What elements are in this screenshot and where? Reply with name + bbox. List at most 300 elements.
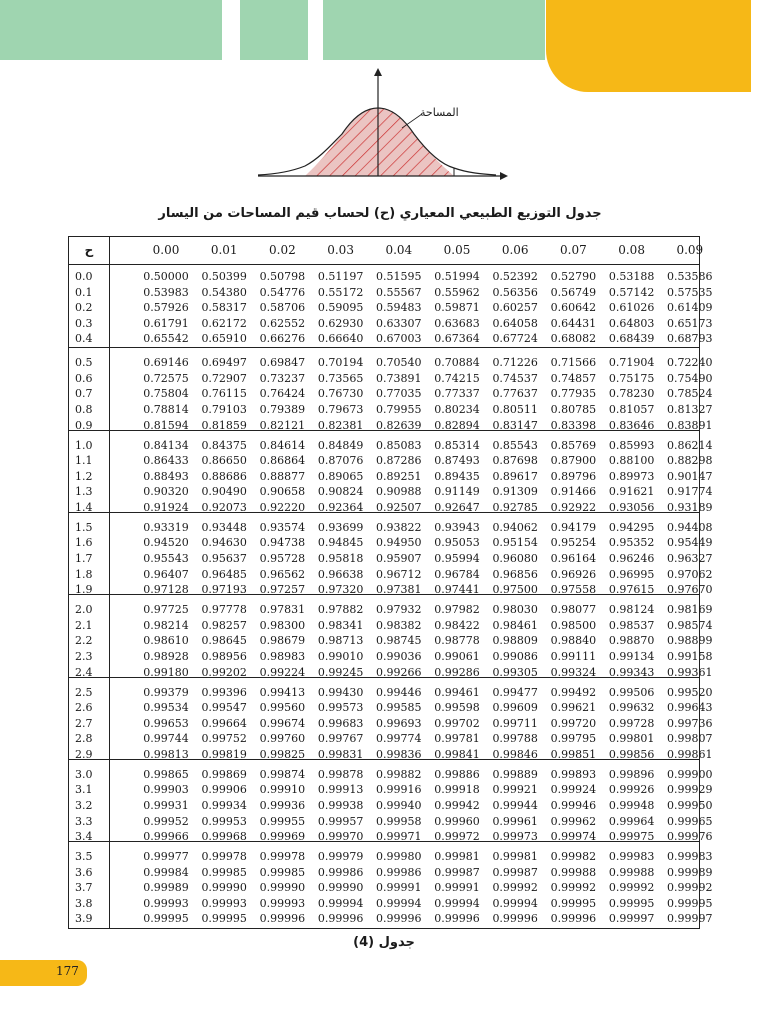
probability-cell: 0.99964 <box>608 814 655 828</box>
probability-cell: 0.56749 <box>550 285 597 299</box>
column-header: 0.01 <box>210 243 238 257</box>
z-value: 0.6 <box>75 371 93 385</box>
probability-cell: 0.98574 <box>667 618 713 632</box>
probability-cell: 0.98840 <box>550 634 597 648</box>
probability-cell: 0.56356 <box>492 285 538 299</box>
probability-cell: 0.77337 <box>434 387 480 401</box>
probability-cell: 0.99598 <box>434 701 480 715</box>
probability-cell: 0.99477 <box>492 685 538 699</box>
probability-cell: 0.84614 <box>259 438 306 452</box>
probability-cell: 0.50798 <box>259 270 306 283</box>
probability-cell: 0.99202 <box>201 665 247 679</box>
probability-cell: 0.62172 <box>201 316 247 330</box>
probability-cell: 0.99962 <box>550 814 597 828</box>
probability-cell: 0.65542 <box>143 332 189 346</box>
probability-cell: 0.99958 <box>376 814 422 828</box>
z-value: 1.8 <box>75 567 93 581</box>
probability-cell: 0.96995 <box>608 567 655 581</box>
probability-cell: 0.99973 <box>492 830 538 844</box>
probability-cell: 0.90658 <box>259 485 306 499</box>
probability-cell: 0.72240 <box>667 356 713 370</box>
probability-cell: 0.99343 <box>608 665 655 679</box>
table-row <box>69 520 713 536</box>
probability-cell: 0.68439 <box>608 332 655 346</box>
probability-cell: 0.55567 <box>376 285 422 299</box>
probability-cell: 0.83147 <box>492 418 538 432</box>
probability-cell: 0.54776 <box>259 285 306 299</box>
probability-cell: 0.72575 <box>143 371 189 385</box>
probability-cell: 0.99886 <box>434 767 480 781</box>
probability-cell: 0.99942 <box>434 798 480 812</box>
probability-cell: 0.98645 <box>201 634 247 648</box>
probability-cell: 0.99996 <box>259 912 306 926</box>
probability-cell: 0.99086 <box>492 649 538 663</box>
probability-cell: 0.99896 <box>608 767 655 781</box>
probability-cell: 0.99966 <box>143 830 189 844</box>
table-row <box>69 386 713 402</box>
probability-cell: 0.58706 <box>259 301 306 315</box>
probability-cell: 0.78524 <box>667 387 713 401</box>
probability-cell: 0.99921 <box>492 783 538 797</box>
probability-cell: 0.89796 <box>550 469 597 483</box>
probability-cell: 0.88686 <box>201 469 247 483</box>
probability-cell: 0.75804 <box>143 387 189 401</box>
probability-cell: 0.68793 <box>667 332 713 346</box>
probability-cell: 0.90147 <box>667 469 713 483</box>
probability-cell: 0.99520 <box>667 685 713 699</box>
probability-cell: 0.99940 <box>376 798 422 812</box>
probability-cell: 0.80511 <box>492 403 538 417</box>
z-value: 2.8 <box>75 732 93 746</box>
probability-cell: 0.99632 <box>608 701 655 715</box>
probability-cell: 0.99683 <box>317 716 364 730</box>
probability-cell: 0.95907 <box>376 552 422 566</box>
probability-cell: 0.98500 <box>550 618 597 632</box>
probability-cell: 0.99856 <box>608 747 655 761</box>
probability-cell: 0.96784 <box>434 567 480 581</box>
probability-cell: 0.82381 <box>317 418 364 432</box>
probability-cell: 0.93943 <box>434 520 480 534</box>
row-block <box>69 347 713 432</box>
probability-cell: 0.99903 <box>143 783 189 797</box>
probability-cell: 0.99955 <box>259 814 306 828</box>
probability-cell: 0.98422 <box>434 618 480 632</box>
z-value: 0.8 <box>75 403 93 417</box>
row-block <box>69 512 713 597</box>
probability-cell: 0.98214 <box>143 618 189 632</box>
probability-cell: 0.90320 <box>143 485 189 499</box>
table-row <box>69 269 713 285</box>
probability-cell: 0.81057 <box>608 403 655 417</box>
probability-cell: 0.92364 <box>317 500 364 514</box>
probability-cell: 0.97982 <box>434 603 480 617</box>
probability-cell: 0.87900 <box>550 454 597 468</box>
probability-cell: 0.80234 <box>434 403 480 417</box>
probability-cell: 0.99878 <box>317 767 364 781</box>
probability-cell: 0.99991 <box>434 881 480 895</box>
table-row <box>69 849 713 865</box>
probability-cell: 0.95053 <box>434 536 480 550</box>
probability-cell: 0.99965 <box>667 814 713 828</box>
probability-cell: 0.91924 <box>143 500 189 514</box>
probability-cell: 0.98461 <box>492 618 538 632</box>
probability-cell: 0.99801 <box>608 732 655 746</box>
probability-cell: 0.96485 <box>201 567 247 581</box>
probability-cell: 0.66276 <box>259 332 306 346</box>
probability-cell: 0.99970 <box>317 830 364 844</box>
probability-cell: 0.98778 <box>434 634 480 648</box>
probability-cell: 0.99286 <box>434 665 480 679</box>
column-header: 0.06 <box>501 243 529 257</box>
probability-cell: 0.99995 <box>550 896 597 910</box>
probability-cell: 0.97882 <box>317 603 364 617</box>
probability-cell: 0.97932 <box>376 603 422 617</box>
probability-cell: 0.91309 <box>492 485 538 499</box>
table-row <box>69 716 713 732</box>
probability-cell: 0.61409 <box>667 301 713 315</box>
probability-cell: 0.96164 <box>550 552 597 566</box>
probability-cell: 0.99952 <box>143 814 189 828</box>
z-value: 3.2 <box>75 798 93 812</box>
probability-cell: 0.98030 <box>492 603 538 617</box>
probability-cell: 0.96856 <box>492 567 538 581</box>
probability-cell: 0.96638 <box>317 567 364 581</box>
probability-cell: 0.99986 <box>376 865 422 879</box>
probability-cell: 0.99994 <box>317 896 364 910</box>
column-header: 0.02 <box>269 243 296 257</box>
probability-cell: 0.95154 <box>492 536 538 550</box>
probability-cell: 0.97062 <box>667 567 713 581</box>
probability-cell: 0.99674 <box>259 716 306 730</box>
probability-cell: 0.99889 <box>492 767 538 781</box>
probability-cell: 0.79389 <box>259 403 306 417</box>
table-row <box>69 911 713 927</box>
probability-cell: 0.89973 <box>608 469 655 483</box>
z-value: 2.6 <box>75 701 93 715</box>
probability-cell: 0.65173 <box>667 316 713 330</box>
probability-cell: 0.98899 <box>667 634 713 648</box>
probability-cell: 0.94295 <box>608 520 655 534</box>
probability-cell: 0.99969 <box>259 830 306 844</box>
probability-cell: 0.59095 <box>317 301 364 315</box>
probability-cell: 0.99996 <box>317 912 364 926</box>
table-row <box>69 285 713 301</box>
table-row <box>69 865 713 881</box>
probability-cell: 0.99968 <box>201 830 247 844</box>
z-value: 0.1 <box>75 285 93 299</box>
column-header: 0.08 <box>618 243 645 257</box>
probability-cell: 0.85314 <box>434 438 480 452</box>
probability-cell: 0.69847 <box>259 356 306 370</box>
probability-cell: 0.87076 <box>317 454 364 468</box>
area-label: المساحة <box>420 106 459 119</box>
z-value: 2.4 <box>75 665 93 679</box>
table-row <box>69 484 713 500</box>
probability-cell: 0.99819 <box>201 747 247 761</box>
probability-cell: 0.99995 <box>201 912 247 926</box>
header-band-left <box>0 0 222 60</box>
probability-cell: 0.99936 <box>259 798 306 812</box>
row-block <box>69 677 713 761</box>
probability-cell: 0.57142 <box>608 285 655 299</box>
z-value: 1.6 <box>75 536 93 550</box>
probability-cell: 0.99931 <box>143 798 189 812</box>
probability-cell: 0.99869 <box>201 767 247 781</box>
probability-cell: 0.99893 <box>550 767 597 781</box>
probability-cell: 0.99978 <box>259 850 306 864</box>
probability-cell: 0.96926 <box>550 567 597 581</box>
probability-cell: 0.98809 <box>492 634 538 648</box>
z-value: 0.5 <box>75 356 93 370</box>
probability-cell: 0.89065 <box>317 469 364 483</box>
column-header: 0.07 <box>560 243 587 257</box>
probability-cell: 0.92647 <box>434 500 480 514</box>
probability-cell: 0.99934 <box>201 798 247 812</box>
probability-cell: 0.99996 <box>434 912 480 926</box>
probability-cell: 0.57926 <box>143 301 189 315</box>
probability-cell: 0.59871 <box>434 301 480 315</box>
probability-cell: 0.99573 <box>317 701 364 715</box>
z-value: 1.3 <box>75 485 93 499</box>
probability-cell: 0.99180 <box>143 665 189 679</box>
z-value: 3.9 <box>75 912 93 926</box>
probability-cell: 0.70194 <box>317 356 364 370</box>
probability-cell: 0.99245 <box>317 665 364 679</box>
probability-cell: 0.99992 <box>550 881 597 895</box>
probability-cell: 0.99995 <box>143 912 189 926</box>
probability-cell: 0.99693 <box>376 716 422 730</box>
probability-cell: 0.87698 <box>492 454 538 468</box>
probability-cell: 0.59483 <box>376 301 422 315</box>
z-value: 3.1 <box>75 783 93 797</box>
probability-cell: 0.81859 <box>201 418 247 432</box>
probability-cell: 0.79955 <box>376 403 422 417</box>
probability-cell: 0.95818 <box>317 552 364 566</box>
probability-cell: 0.78230 <box>608 387 655 401</box>
probability-cell: 0.80785 <box>550 403 597 417</box>
z-value: 0.3 <box>75 316 93 330</box>
probability-cell: 0.86433 <box>143 454 189 468</box>
probability-cell: 0.62930 <box>317 316 364 330</box>
probability-cell: 0.98956 <box>201 649 247 663</box>
probability-cell: 0.93189 <box>667 500 713 514</box>
z-value: 0.7 <box>75 387 93 401</box>
probability-cell: 0.50000 <box>143 270 189 283</box>
probability-cell: 0.98169 <box>667 603 713 617</box>
z-value: 2.5 <box>75 685 93 699</box>
probability-cell: 0.91621 <box>608 485 655 499</box>
column-header: 0.03 <box>327 243 354 257</box>
probability-cell: 0.83891 <box>667 418 713 432</box>
probability-cell: 0.97558 <box>550 583 597 597</box>
table-row <box>69 535 713 551</box>
z-value: 0.4 <box>75 332 93 346</box>
probability-cell: 0.99987 <box>434 865 480 879</box>
probability-cell: 0.51994 <box>434 270 480 283</box>
probability-cell: 0.99752 <box>201 732 247 746</box>
probability-cell: 0.99305 <box>492 665 538 679</box>
probability-cell: 0.74215 <box>434 371 480 385</box>
probability-cell: 0.99851 <box>550 747 597 761</box>
probability-cell: 0.99994 <box>376 896 422 910</box>
probability-cell: 0.99861 <box>667 747 713 761</box>
probability-cell: 0.99982 <box>550 850 597 864</box>
probability-cell: 0.98745 <box>376 634 422 648</box>
probability-cell: 0.73565 <box>317 371 364 385</box>
probability-cell: 0.87286 <box>376 454 422 468</box>
row-block <box>69 841 713 926</box>
probability-cell: 0.97615 <box>608 583 655 597</box>
probability-cell: 0.99621 <box>550 701 597 715</box>
probability-cell: 0.89251 <box>376 469 422 483</box>
row-block <box>69 430 713 514</box>
probability-cell: 0.99926 <box>608 783 655 797</box>
probability-cell: 0.96327 <box>667 552 713 566</box>
probability-cell: 0.99991 <box>376 881 422 895</box>
probability-cell: 0.99711 <box>492 716 538 730</box>
probability-cell: 0.99988 <box>608 865 655 879</box>
probability-cell: 0.99993 <box>259 896 306 910</box>
x-axis-arrow <box>500 172 508 180</box>
probability-cell: 0.73237 <box>259 371 306 385</box>
probability-cell: 0.94845 <box>317 536 364 550</box>
probability-cell: 0.85083 <box>376 438 422 452</box>
probability-cell: 0.94408 <box>667 520 713 534</box>
probability-cell: 0.90490 <box>201 485 247 499</box>
probability-cell: 0.95449 <box>667 536 713 550</box>
z-value: 3.5 <box>75 850 93 864</box>
probability-cell: 0.96407 <box>143 567 189 581</box>
z-value: 2.7 <box>75 716 93 730</box>
probability-cell: 0.99910 <box>259 783 306 797</box>
probability-cell: 0.99957 <box>317 814 364 828</box>
normal-curve-figure <box>250 64 520 188</box>
probability-cell: 0.99788 <box>492 732 538 746</box>
probability-cell: 0.98537 <box>608 618 655 632</box>
probability-cell: 0.98983 <box>259 649 306 663</box>
probability-cell: 0.76115 <box>201 387 247 401</box>
probability-cell: 0.99987 <box>492 865 538 879</box>
probability-cell: 0.83398 <box>550 418 597 432</box>
probability-cell: 0.99010 <box>317 649 364 663</box>
z-value: 2.2 <box>75 634 93 648</box>
probability-cell: 0.55172 <box>317 285 364 299</box>
z-value: 3.4 <box>75 830 93 844</box>
z-value: 3.7 <box>75 881 93 895</box>
header-band-middle <box>240 0 308 60</box>
probability-cell: 0.99979 <box>317 850 364 864</box>
probability-cell: 0.99995 <box>667 896 713 910</box>
probability-cell: 0.64431 <box>550 316 597 330</box>
row-block <box>69 269 713 351</box>
probability-cell: 0.98870 <box>608 634 655 648</box>
probability-cell: 0.65910 <box>201 332 247 346</box>
probability-cell: 0.99997 <box>667 912 713 926</box>
probability-cell: 0.99960 <box>434 814 480 828</box>
probability-cell: 0.99906 <box>201 783 247 797</box>
table-row <box>69 685 713 701</box>
probability-cell: 0.92073 <box>201 500 247 514</box>
table-row <box>69 453 713 469</box>
probability-cell: 0.99996 <box>550 912 597 926</box>
probability-cell: 0.99984 <box>143 865 189 879</box>
probability-cell: 0.70884 <box>434 356 480 370</box>
probability-cell: 0.76730 <box>317 387 364 401</box>
probability-cell: 0.57535 <box>667 285 713 299</box>
z-table-header <box>69 237 704 265</box>
probability-cell: 0.99813 <box>143 747 189 761</box>
probability-cell: 0.86214 <box>667 438 713 452</box>
probability-cell: 0.92220 <box>259 500 306 514</box>
probability-cell: 0.81594 <box>143 418 189 432</box>
probability-cell: 0.73891 <box>376 371 422 385</box>
probability-cell: 0.97670 <box>667 583 713 597</box>
table-title: جدول التوزيع الطبيعي المعياري (ح) لحساب قيم المساحات من اليسار <box>158 206 602 221</box>
probability-cell: 0.99492 <box>550 685 597 699</box>
probability-cell: 0.99980 <box>376 850 422 864</box>
z-value: 1.9 <box>75 583 93 597</box>
probability-cell: 0.99361 <box>667 665 713 679</box>
probability-cell: 0.99916 <box>376 783 422 797</box>
probability-cell: 0.99924 <box>550 783 597 797</box>
probability-cell: 0.96080 <box>492 552 538 566</box>
probability-cell: 0.98713 <box>317 634 364 648</box>
z-value: 0.9 <box>75 418 93 432</box>
probability-cell: 0.99825 <box>259 747 306 761</box>
row-block <box>69 759 713 844</box>
z-value: 2.3 <box>75 649 93 663</box>
probability-cell: 0.99767 <box>317 732 364 746</box>
z-table <box>68 236 713 929</box>
probability-cell: 0.99986 <box>317 865 364 879</box>
table-row <box>69 633 713 649</box>
probability-cell: 0.85993 <box>608 438 655 452</box>
probability-cell: 0.69146 <box>143 356 189 370</box>
probability-cell: 0.99134 <box>608 649 655 663</box>
probability-cell: 0.97500 <box>492 583 538 597</box>
z-value: 1.7 <box>75 552 93 566</box>
probability-cell: 0.99430 <box>317 685 364 699</box>
probability-cell: 0.54380 <box>201 285 247 299</box>
probability-cell: 0.86864 <box>259 454 306 468</box>
table-row <box>69 700 713 716</box>
z-value: 2.0 <box>75 603 93 617</box>
probability-cell: 0.99720 <box>550 716 597 730</box>
probability-cell: 0.88877 <box>259 469 306 483</box>
table-row <box>69 355 713 371</box>
probability-cell: 0.89617 <box>492 469 538 483</box>
z-value: 0.0 <box>75 270 93 283</box>
probability-cell: 0.94630 <box>201 536 247 550</box>
probability-cell: 0.98300 <box>259 618 306 632</box>
z-value: 1.4 <box>75 500 93 514</box>
probability-cell: 0.93574 <box>259 520 306 534</box>
column-header: 0.09 <box>676 243 704 257</box>
header-band-right <box>323 0 545 60</box>
probability-cell: 0.91466 <box>550 485 597 499</box>
probability-cell: 0.97831 <box>259 603 306 617</box>
probability-cell: 0.79673 <box>317 403 364 417</box>
probability-cell: 0.95637 <box>201 552 247 566</box>
table-row <box>69 331 713 347</box>
probability-cell: 0.99976 <box>667 830 713 844</box>
probability-cell: 0.99324 <box>550 665 597 679</box>
probability-cell: 0.99913 <box>317 783 364 797</box>
probability-cell: 0.64058 <box>492 316 538 330</box>
probability-cell: 0.74857 <box>550 371 597 385</box>
probability-cell: 0.99929 <box>667 783 713 797</box>
corner-tab <box>546 0 751 92</box>
